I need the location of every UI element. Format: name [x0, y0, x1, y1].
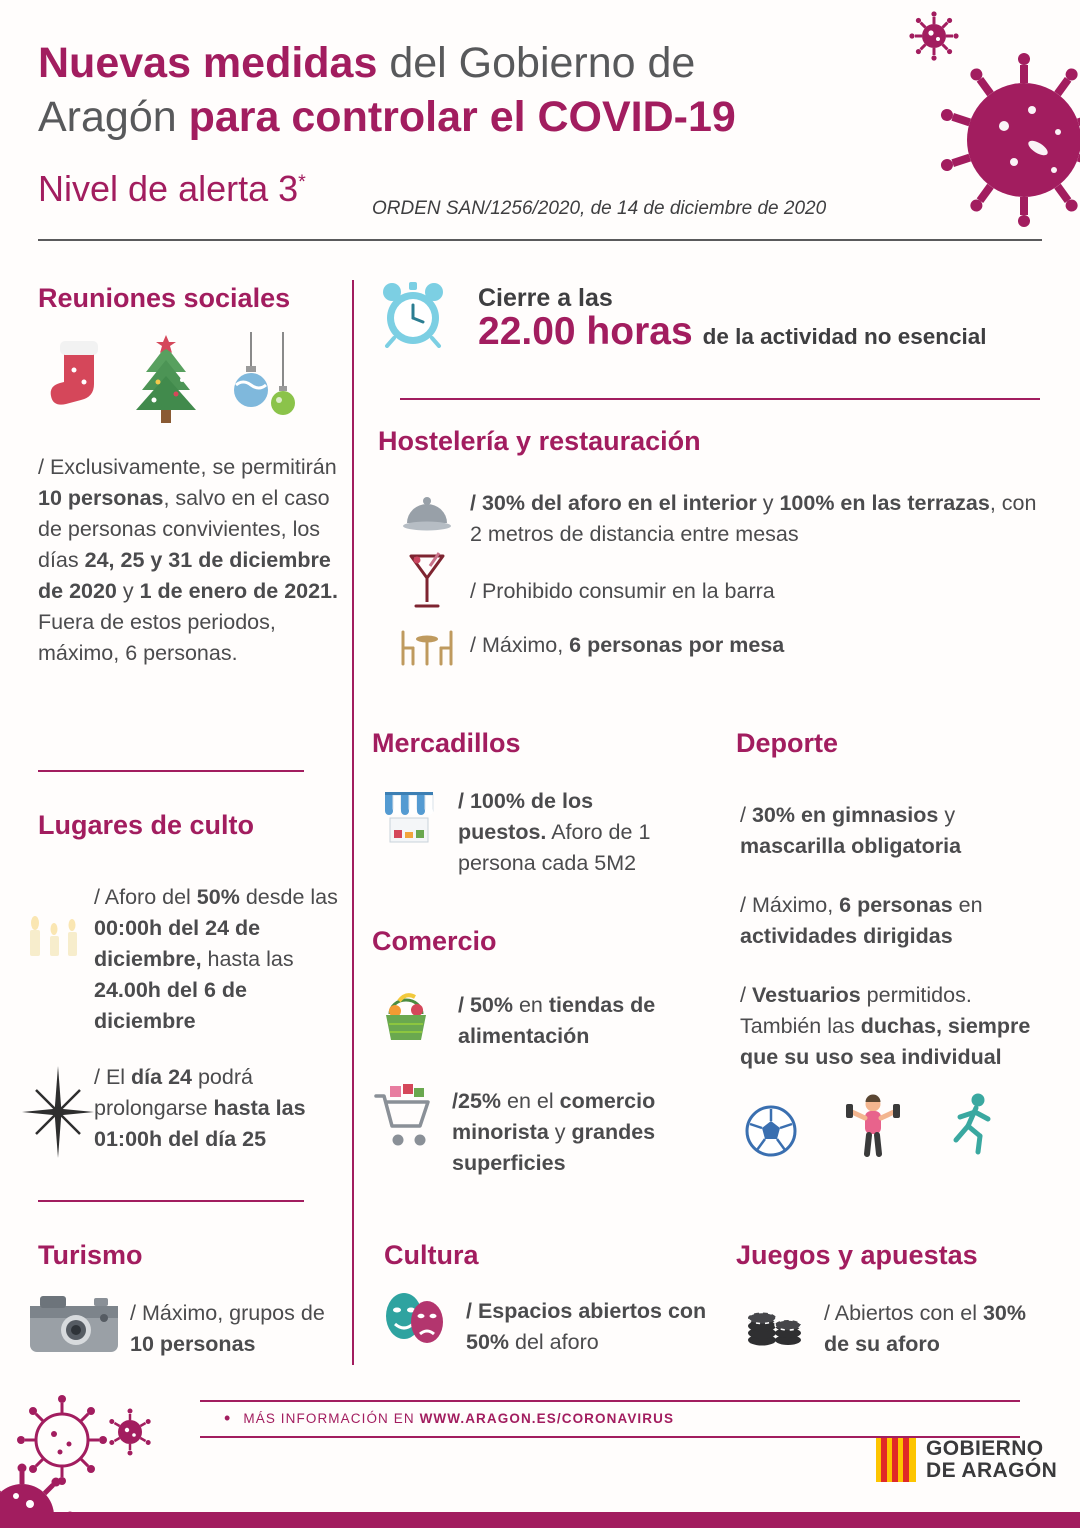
logo-line1: GOBIERNO — [926, 1437, 1044, 1460]
turismo-body: / Máximo, grupos de 10 personas — [130, 1301, 325, 1356]
footer-info-text: MÁS INFORMACIÓN EN WWW.ARAGON.ES/CORONAVIRUS — [243, 1411, 675, 1426]
order-reference: ORDEN SAN/1256/2020, de 14 de diciembre de 2020 — [372, 198, 827, 219]
section-title-hosteleria: Hostelería y restauración — [378, 426, 701, 456]
section-title-culto: Lugares de culto — [38, 810, 255, 840]
christmas-icons — [36, 332, 301, 432]
alarm-clock-icon — [378, 280, 448, 348]
section-title-deporte: Deporte — [736, 728, 839, 758]
soccer-ball-icon — [744, 1104, 798, 1158]
section-title-reuniones: Reuniones sociales — [38, 283, 291, 313]
logo-line2: DE ARAGÓN — [926, 1459, 1058, 1482]
virus-cluster-icon — [0, 1394, 180, 1528]
poker-chips-icon — [746, 1292, 804, 1350]
aragon-flag-icon — [876, 1438, 916, 1482]
weightlifter-icon — [844, 1092, 902, 1158]
page-title — [38, 36, 888, 144]
page-title-line2: Aragón para controlar el COVID-19 — [38, 93, 736, 141]
section-title-mercadillos: Mercadillos — [372, 728, 521, 758]
cocktail-icon — [408, 552, 446, 612]
sport-icons — [744, 1092, 994, 1158]
left-divider-2 — [38, 1200, 304, 1202]
culto-item-2: / El día 24 podrá prolongarse hasta las 01:00h del día 25 — [94, 1065, 306, 1151]
bottom-strip — [0, 1512, 1080, 1528]
page-title-line1: Nuevas medidas del Gobierno de — [38, 39, 696, 87]
juegos-body: / Abiertos con el 30% de su aforo — [824, 1301, 1026, 1356]
section-title-cultura: Cultura — [384, 1240, 479, 1270]
runner-icon — [948, 1092, 994, 1158]
footer-info — [224, 1408, 674, 1429]
cierre-rest: de la actividad no esencial — [702, 324, 987, 349]
deporte-item-1: / 30% en gimnasios y mascarilla obligatoria — [740, 803, 962, 858]
cierre-line1: Cierre a las — [478, 284, 613, 312]
bullet-icon: • — [224, 1408, 232, 1428]
left-divider-1 — [38, 770, 304, 772]
culto-item-1: / Aforo del 50% desde las 00:00h del 24 de diciembre, hasta las 24.00h del 6 de diciembre — [94, 885, 338, 1033]
cierre-divider — [400, 398, 1040, 400]
mercadillos-body: / 100% de los puestos. Aforo de 1 persona cada 5M2 — [458, 789, 651, 875]
footer-divider-top — [200, 1400, 1020, 1402]
christmas-tree-icon — [136, 335, 196, 423]
section-title-turismo: Turismo — [38, 1240, 143, 1270]
section-title-juegos: Juegos y apuestas — [736, 1240, 978, 1270]
market-stall-icon — [382, 790, 436, 852]
camera-icon — [30, 1292, 118, 1354]
shopping-cart-icon — [374, 1082, 436, 1156]
grocery-basket-icon — [380, 986, 432, 1044]
reuniones-body: / Exclusivamente, se permitirán 10 personas, salvo en el caso de personas convivientes, los días 24, 25 y 31 de diciembre de 2020 y 1 de enero de 2021. Fuera de estos periodos, máximo, 6 personas. — [38, 455, 338, 665]
cloche-icon — [402, 490, 452, 534]
logo-text — [926, 1438, 1057, 1482]
virus-icon — [902, 0, 1080, 268]
ornaments-icon — [234, 332, 295, 415]
table-chairs-icon — [398, 626, 456, 668]
cierre-hour: 22.00 horas — [478, 310, 693, 353]
stocking-icon — [51, 341, 98, 405]
vertical-divider — [352, 280, 354, 1365]
deporte-item-3: / Vestuarios permitidos. También las duchas, siempre que su uso sea individual — [740, 983, 1031, 1069]
hosteleria-item-3: / Máximo, 6 personas por mesa — [470, 633, 785, 657]
alert-level: Nivel de alerta 3* — [38, 168, 306, 209]
deporte-item-2: / Máximo, 6 personas en actividades dirigidas — [740, 893, 983, 948]
comercio-item-1: / 50% en tiendas de alimentación — [458, 993, 656, 1048]
theater-masks-icon — [382, 1290, 448, 1348]
star-icon — [22, 1066, 94, 1158]
header-divider — [38, 239, 1042, 241]
hosteleria-item-2: / Prohibido consumir en la barra — [470, 579, 775, 603]
section-title-comercio: Comercio — [372, 926, 497, 956]
comercio-item-2: /25% en el comercio minorista y grandes superficies — [452, 1089, 656, 1175]
gobierno-aragon-logo — [876, 1438, 1057, 1482]
candles-icon — [24, 912, 84, 958]
hosteleria-item-1: / 30% del aforo en el interior y 100% en las terrazas, con 2 metros de distancia entre mesas — [470, 491, 1037, 546]
cultura-body: / Espacios abiertos con 50% del aforo — [466, 1299, 707, 1354]
